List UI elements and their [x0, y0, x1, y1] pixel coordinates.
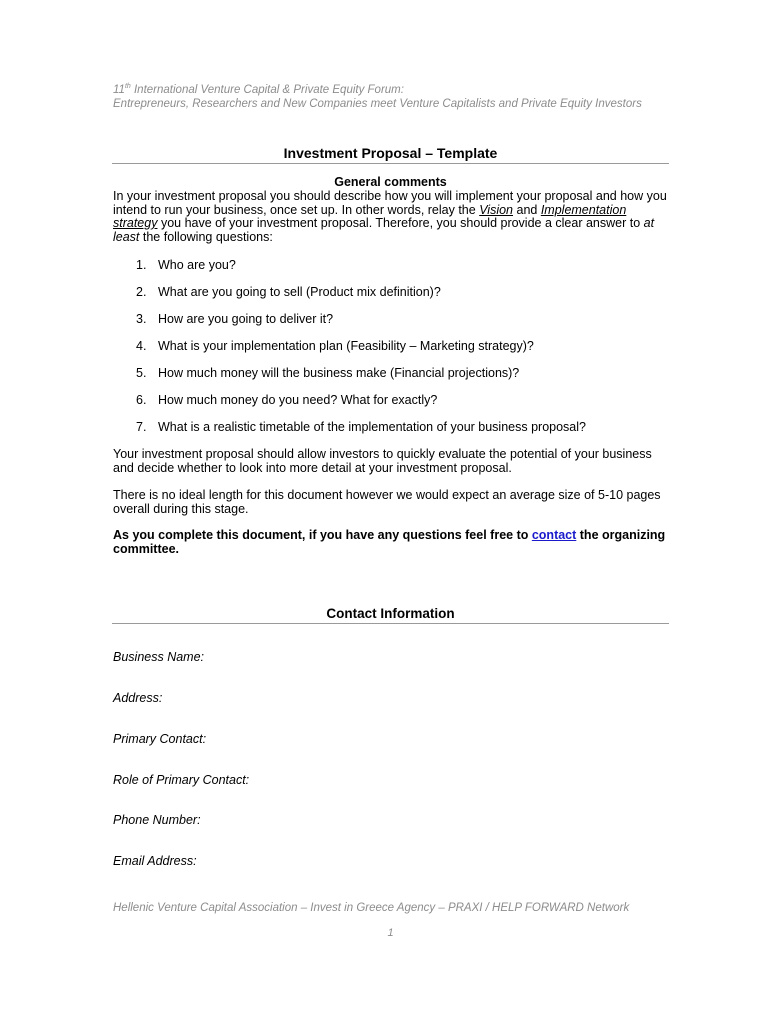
list-item-number: 5. [136, 366, 147, 380]
list-item-text: What are you going to sell (Product mix definition)? [158, 285, 441, 299]
list-item-number: 6. [136, 393, 147, 407]
contact-divider [112, 623, 669, 624]
intro-text-1: In your investment proposal you should describe how you will implement your proposal and how you intend to run your business, once set up. In other words, relay the [113, 189, 667, 217]
document-footer: Hellenic Venture Capital Association – Invest in Greece Agency – PRAXI / HELP FORWARD Network [113, 902, 630, 914]
list-item-number: 7. [136, 420, 147, 434]
contact-link[interactable]: contact [531, 528, 577, 542]
list-item-text: How are you going to deliver it? [158, 312, 334, 326]
evaluate-paragraph: Your investment proposal should allow investors to quickly evaluate the potential of your business and decide whether to look into more detail at your investment proposal. [113, 447, 652, 475]
list-item-text: What is your implementation plan (Feasibility – Marketing strategy)? [158, 339, 534, 353]
list-item-text: How much money do you need? What for exactly? [158, 393, 438, 407]
contact-information-heading: Contact Information [326, 606, 455, 621]
list-item-text: How much money will the business make (Financial projections)? [158, 366, 520, 380]
document-header [113, 83, 642, 111]
page-title: Investment Proposal – Template [283, 145, 498, 161]
phone-number-label: Phone Number: [113, 813, 201, 827]
address-label: Address: [113, 691, 163, 705]
list-item-number: 1. [136, 258, 147, 272]
header-ordinal-suffix: th [124, 83, 131, 90]
list-item-text: Who are you? [158, 258, 236, 272]
header-forum-name: International Venture Capital & Private Equity Forum: [130, 84, 404, 96]
contact-note [113, 529, 673, 556]
intro-text-3: the following questions: [139, 229, 273, 244]
vision-term: Vision [479, 202, 514, 217]
general-comments-heading: General comments [334, 175, 447, 189]
list-item-text: What is a realistic timetable of the implementation of your business proposal? [158, 420, 586, 434]
list-item-number: 4. [136, 339, 147, 353]
title-divider [112, 163, 669, 164]
intro-and: and [513, 202, 541, 217]
implementation-strategy-term: Implementation strategy [113, 202, 627, 231]
intro-text-2: you have of your investment proposal. Therefore, you should provide a clear answer to [157, 216, 644, 231]
list-item-number: 3. [136, 312, 147, 326]
intro-paragraph [113, 190, 673, 244]
header-ordinal: 11 [113, 84, 125, 96]
contact-note-text-1: As you complete this document, if you have any questions feel free to [113, 528, 532, 542]
page-number: 1 [387, 927, 394, 939]
header-line-1 [113, 83, 642, 97]
header-line-2: Entrepreneurs, Researchers and New Companies meet Venture Capitalists and Private Equity Investors [113, 98, 642, 110]
list-item-number: 2. [136, 285, 147, 299]
role-of-primary-contact-label: Role of Primary Contact: [113, 773, 250, 787]
primary-contact-label: Primary Contact: [113, 732, 207, 746]
contact-note-text-2: the organizing committee. [113, 528, 666, 556]
at-least-term: at least [113, 216, 655, 244]
email-address-label: Email Address: [113, 854, 197, 868]
business-name-label: Business Name: [113, 650, 205, 664]
length-paragraph: There is no ideal length for this document however we would expect an average size of 5-10 pages overall during this stage. [113, 488, 661, 516]
